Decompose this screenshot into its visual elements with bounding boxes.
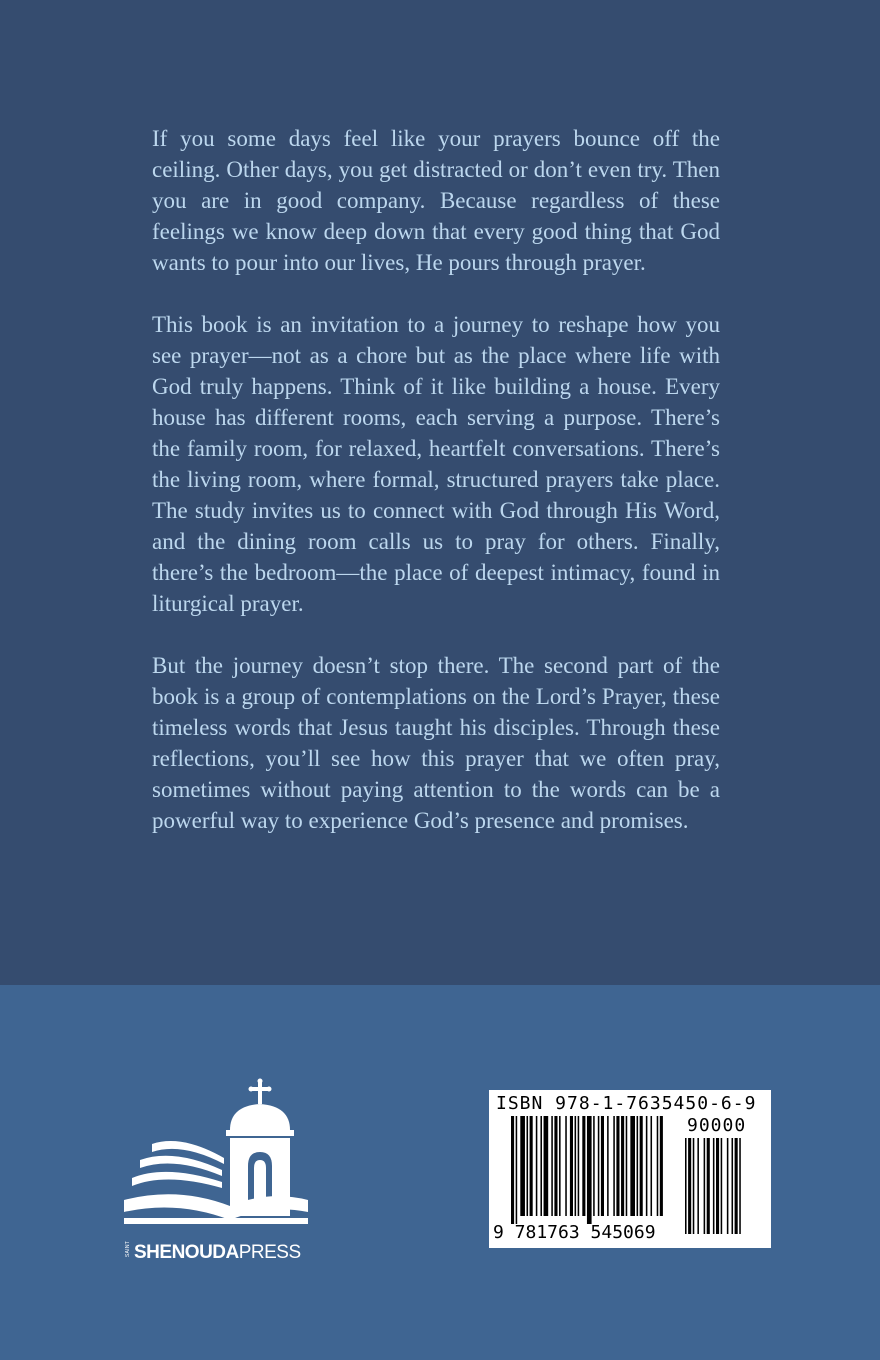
publisher-name <box>125 1240 314 1264</box>
blurb-text <box>152 123 720 867</box>
barcode-bar <box>688 1138 691 1234</box>
barcode-bar <box>598 1116 600 1216</box>
barcode-bar <box>626 1116 628 1216</box>
publisher-name-regular: PRESS <box>238 1242 301 1263</box>
barcode-bar <box>660 1116 663 1216</box>
price-addon-label: 90000 <box>687 1115 747 1136</box>
barcode-bar <box>693 1138 695 1234</box>
barcode-bar <box>646 1116 648 1216</box>
publisher-name-bold: SHENOUDA <box>134 1242 239 1263</box>
barcode-bar <box>616 1116 619 1216</box>
barcode-bar <box>651 1116 653 1216</box>
publisher-logo <box>118 1078 318 1268</box>
barcode-bar <box>685 1138 687 1234</box>
barcode-digits: 9 781763 545069 <box>493 1222 656 1243</box>
blurb-paragraph-2: This book is an invitation to a journey to reshape how you see prayer—not as a chore but as the place where life with God truly happens. Think of it like building a house. Every house has different rooms, each serving a purpose. There’s the family room, for relaxed, heartfelt conversations. There’s the living room, where formal, structured prayers take place. The study invites us to connect with God through His Word, and the dining room calls us to pray for others. Finally, there’s the bedroom—the place of deepest intimacy, found in liturgical prayer. <box>152 312 720 616</box>
barcode-bar <box>554 1116 557 1216</box>
barcode-bar <box>607 1116 609 1216</box>
barcode-bar <box>721 1138 723 1234</box>
barcode-bar <box>735 1138 738 1234</box>
barcode-bar <box>613 1116 615 1216</box>
publisher-saint-label: SAINT <box>125 1240 132 1258</box>
barcode-bar <box>657 1116 659 1216</box>
barcode-bar <box>630 1116 635 1216</box>
barcode-bar <box>536 1116 538 1216</box>
barcode-bar <box>713 1138 715 1234</box>
isbn-barcode <box>489 1090 771 1248</box>
barcode-bar <box>707 1138 710 1234</box>
barcode-bar <box>575 1116 577 1216</box>
church-book-icon <box>118 1078 318 1243</box>
barcode-bar <box>511 1116 514 1224</box>
barcode-bar <box>527 1116 529 1216</box>
barcode-bar <box>640 1116 643 1216</box>
barcode-bar <box>540 1116 542 1216</box>
barcode-bar <box>544 1116 549 1216</box>
barcode-bar <box>621 1116 624 1216</box>
blurb-paragraph-1: If you some days feel like your prayers bounce off the ceiling. Other days, you get distracted or don’t even try. Then you are in good company. Because regardless of these feelings we know deep down that every good thing that God wants to pour into our lives, He pours through prayer. <box>152 126 720 275</box>
barcode-bar <box>516 1116 518 1224</box>
barcode-bar <box>578 1116 580 1216</box>
blurb-paragraph-3: But the journey doesn’t stop there. The second part of the book is a group of contemplations on the Lord’s Prayer, these timeless words that Jesus taught his disciples. Through these reflections, you’ll see how this prayer that we often pray, sometimes without paying attention to the words can be a powerful way to experience God’s presence and promises. <box>152 653 720 833</box>
barcode-bar <box>697 1138 699 1234</box>
barcode-bar <box>551 1116 553 1216</box>
barcode-bar <box>704 1138 706 1234</box>
barcode-bar <box>559 1116 561 1216</box>
barcode-bar <box>570 1116 573 1216</box>
isbn-label: ISBN 978-1-7635450-6-9 <box>496 1093 757 1114</box>
barcode-bar <box>732 1138 734 1234</box>
barcode-bar <box>582 1116 585 1216</box>
barcode-bar <box>739 1138 741 1234</box>
barcode-bar <box>601 1116 604 1216</box>
barcode-bar <box>587 1116 592 1224</box>
barcode-bar <box>530 1116 533 1216</box>
barcode-bar <box>716 1138 719 1234</box>
barcode-bar <box>727 1138 729 1234</box>
barcode-bar <box>565 1116 567 1216</box>
barcode-bar <box>520 1116 525 1216</box>
barcode-bar <box>593 1116 595 1216</box>
barcode-bar <box>637 1116 639 1216</box>
